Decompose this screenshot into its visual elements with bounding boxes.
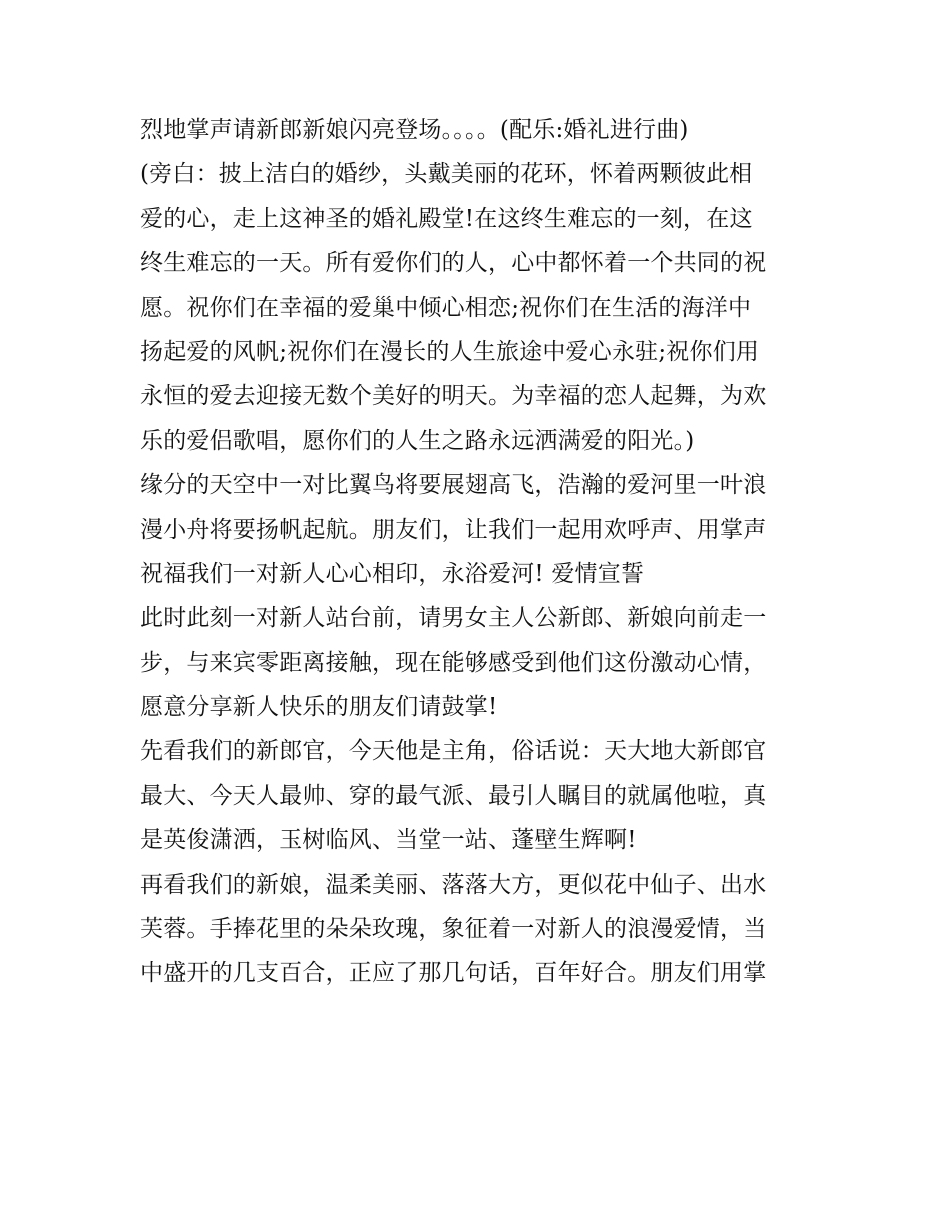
text-line: 芙蓉。手捧花里的朵朵玫瑰，象征着一对新人的浪漫爱情，当: [140, 916, 767, 943]
text-line: 漫小舟将要扬帆起航。朋友们，让我们一起用欢呼声、用掌声: [140, 516, 767, 543]
text-line: 终生难忘的一天。所有爱你们的人，心中都怀着一个共同的祝: [140, 250, 767, 277]
body-text: [140, 108, 840, 996]
text-line: 扬起爱的风帆;祝你们在漫长的人生旅途中爱心永驻;祝你们用: [140, 338, 760, 365]
text-line: 愿意分享新人快乐的朋友们请鼓掌!: [140, 694, 498, 721]
text-line: 永恒的爱去迎接无数个美好的明天。为幸福的恋人起舞，为欢: [140, 383, 767, 410]
text-line: 先看我们的新郎官，今天他是主角，俗话说：天大地大新郎官: [140, 738, 767, 765]
text-line: 烈地掌声请新郎新娘闪亮登场。。。。(配乐:婚礼进行曲): [140, 117, 689, 143]
text-line: 是英俊潇洒，玉树临风、当堂一站、蓬壁生辉啊!: [140, 827, 637, 854]
text-line: 乐的爱侣歌唱，愿你们的人生之路永远洒满爱的阳光。): [140, 427, 695, 454]
text-line: 愿。祝你们在幸福的爱巢中倾心相恋;祝你们在生活的海洋中: [140, 294, 752, 321]
text-line: 步，与来宾零距离接触，现在能够感受到他们这份激动心情，: [140, 649, 767, 676]
text-line: (旁白：披上洁白的婚纱，头戴美丽的花环，怀着两颗彼此相: [140, 161, 753, 188]
text-line: 最大、今天人最帅、穿的最气派、最引人瞩目的就属他啦，真: [140, 782, 767, 809]
text-line: 缘分的天空中一对比翼鸟将要展翅高飞，浩瀚的爱河里一叶浪: [140, 472, 767, 499]
text-line: 祝福我们一对新人心心相印，永浴爱河! 爱情宣誓: [140, 560, 645, 587]
text-line: 此时此刻一对新人站台前，请男女主人公新郎、新娘向前走一: [140, 605, 767, 632]
text-line: 爱的心，走上这神圣的婚礼殿堂!在这终生难忘的一刻，在这: [140, 205, 753, 232]
text-line: 中盛开的几支百合，正应了那几句话，百年好合。朋友们用掌: [140, 960, 767, 987]
text-line: 再看我们的新娘，温柔美丽、落落大方，更似花中仙子、出水: [140, 871, 767, 898]
